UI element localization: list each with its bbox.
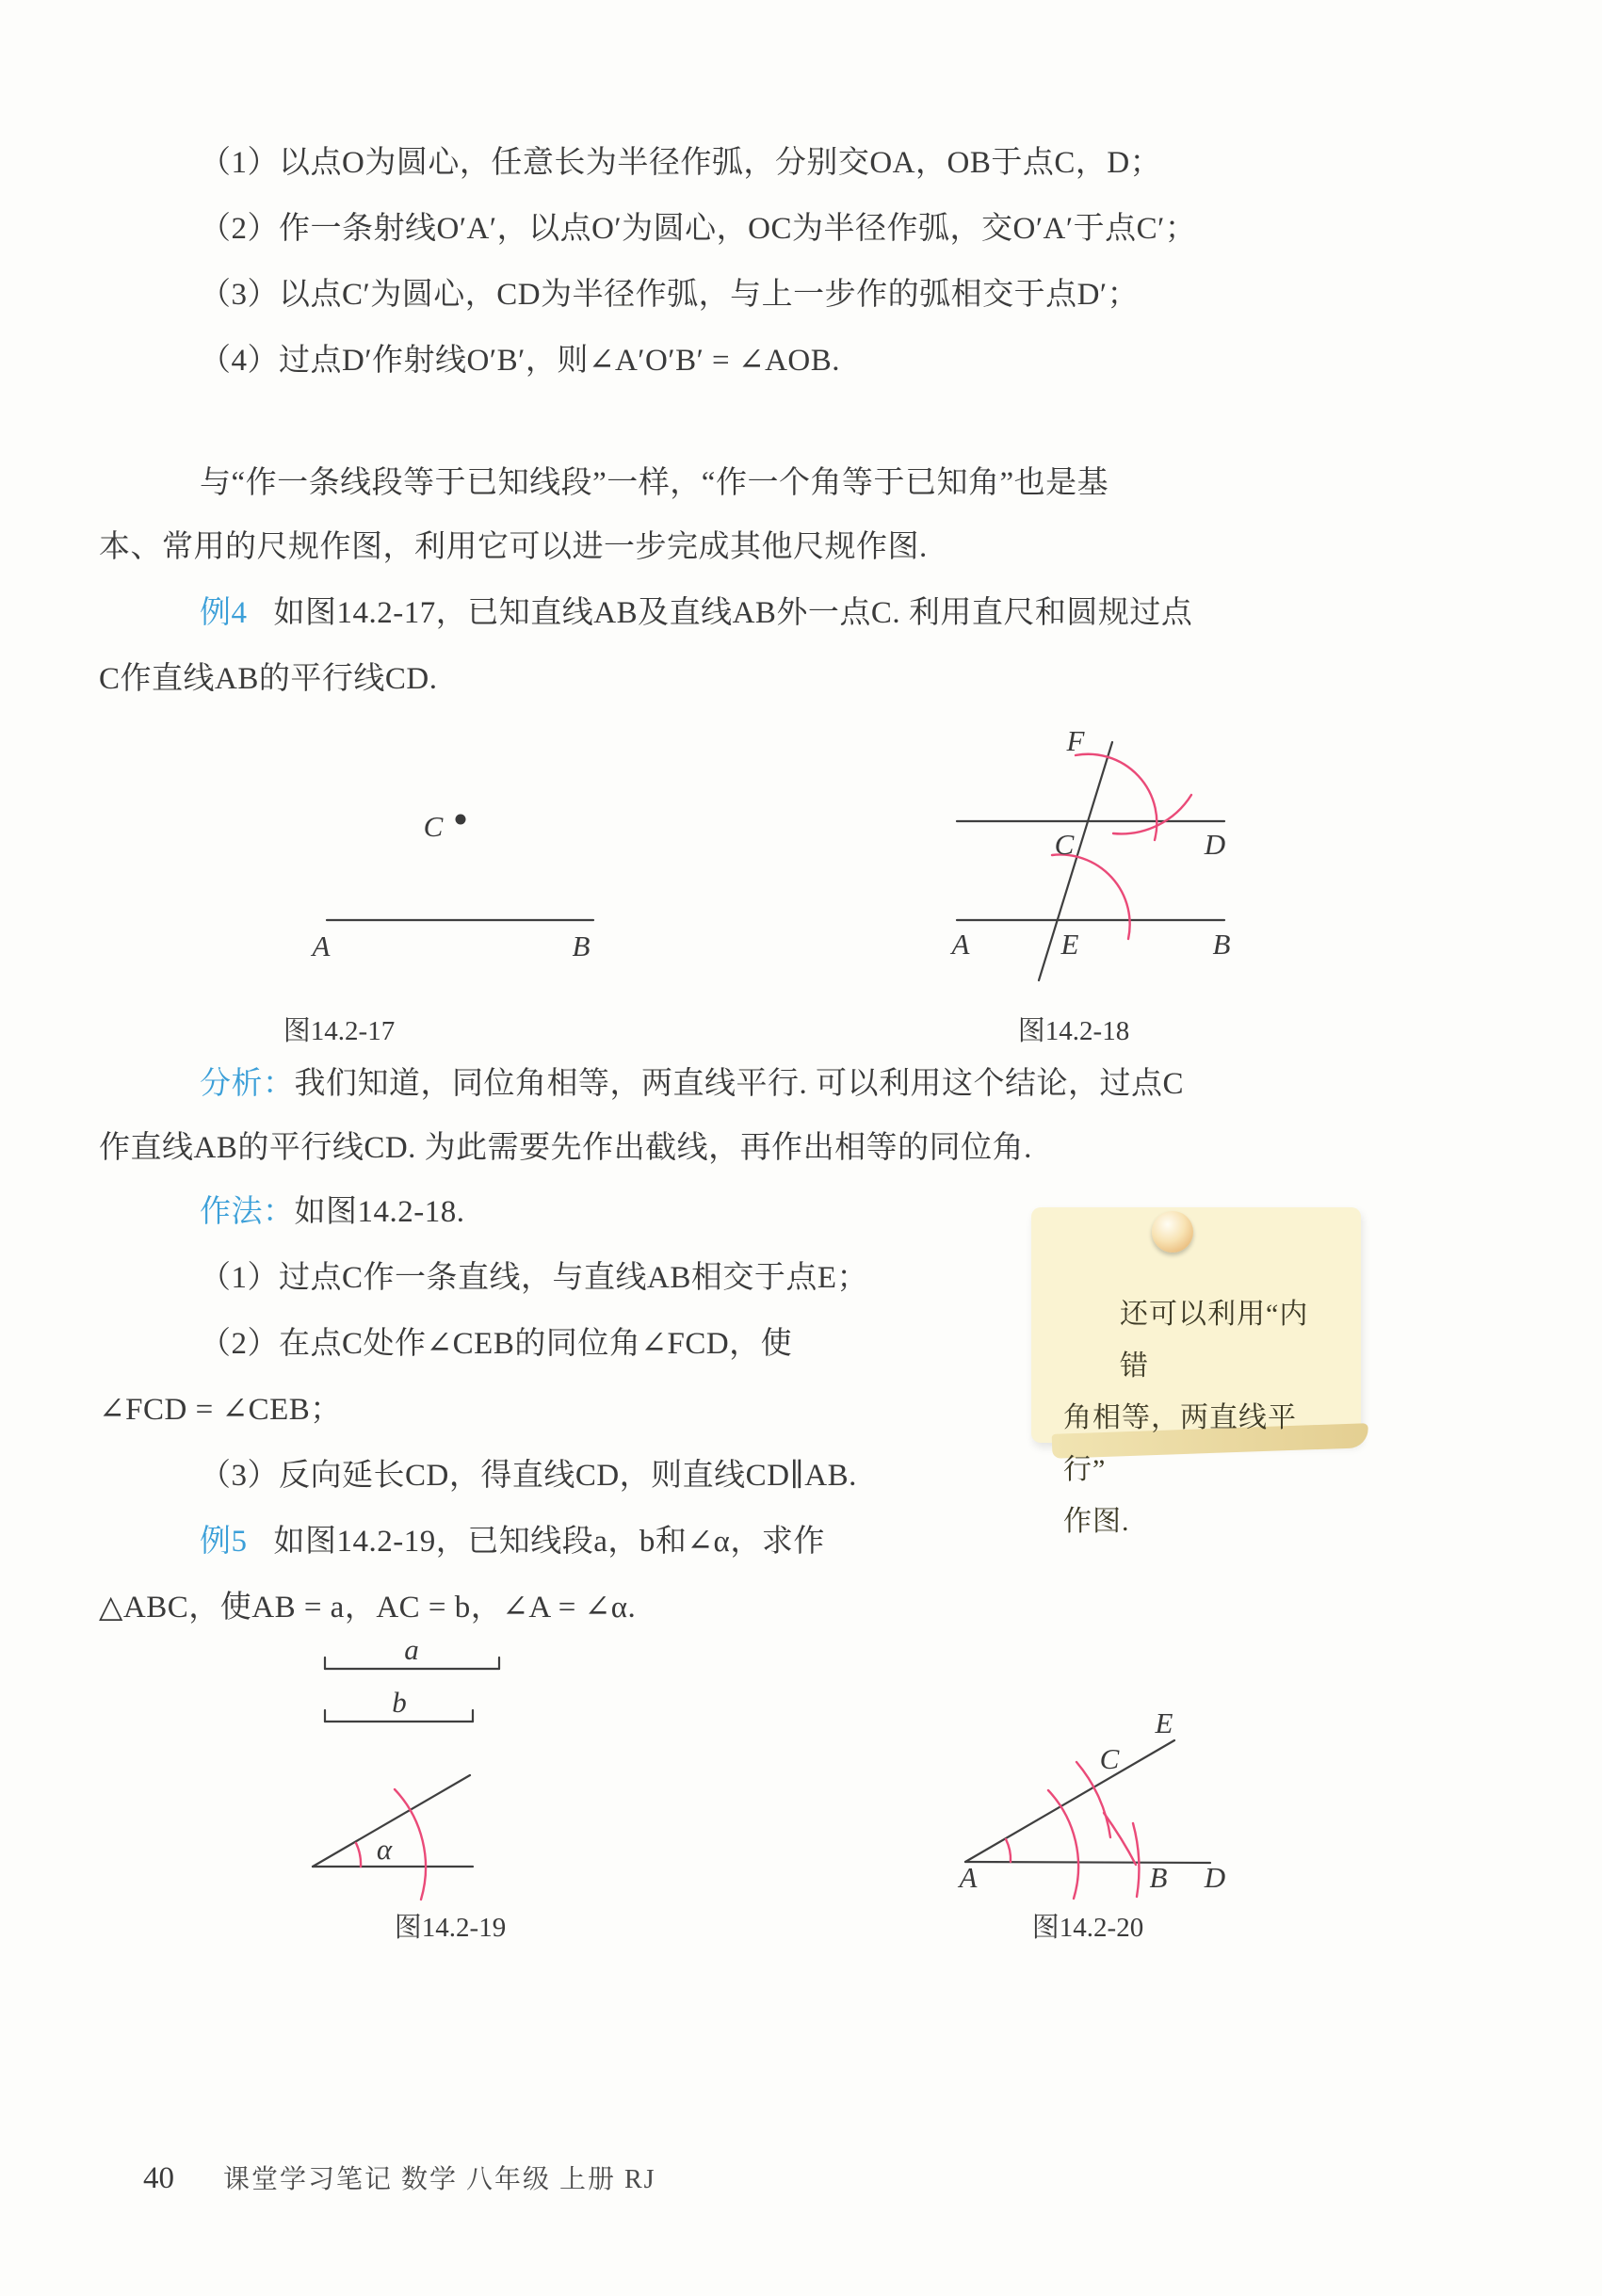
- fig20-arc-at-B-cross: [1104, 1813, 1136, 1865]
- sticky-note: [1031, 1207, 1361, 1537]
- fig19-label-a: a: [404, 1633, 419, 1666]
- fig20-label-A: A: [959, 1861, 978, 1894]
- figure-17-caption: 图14.2-17: [283, 1016, 396, 1046]
- fig18-label-A: A: [951, 928, 970, 961]
- intro-paragraph-line-2: 本、常用的尺规作图，利用它可以进一步完成其他尺规作图.: [99, 530, 928, 564]
- figure-18-caption: 图14.2-18: [1017, 1016, 1130, 1046]
- page-number: 40: [143, 2161, 174, 2195]
- footer-text: 课堂学习笔记 数学 八年级 上册 RJ: [223, 2165, 656, 2194]
- example4-line-2: C作直线AB的平行线CD.: [99, 662, 438, 696]
- method-intro-line: [200, 1190, 465, 1234]
- example4-label: 例4: [200, 596, 248, 630]
- fig18-label-E: E: [1060, 928, 1079, 961]
- sticky-note-line-3: 作图.: [1063, 1506, 1130, 1537]
- method-intro-text: 如图14.2-18.: [294, 1195, 465, 1229]
- analysis-label: 分析：: [200, 1067, 295, 1101]
- analysis-text-1: 我们知道，同位角相等，两直线平行. 可以利用这个结论，过点C: [294, 1067, 1185, 1101]
- step-line-1: （1）以点O为圆心，任意长为半径作弧，分别交OA，OB于点C，D；: [200, 146, 1162, 180]
- example4-text-1: 如图14.2-17，已知直线AB及直线AB外一点C. 利用直尺和圆规过点: [273, 596, 1193, 630]
- analysis-line-1: [200, 1062, 1184, 1106]
- fig19-label-b: b: [392, 1686, 407, 1719]
- method-step-2: （2）在点C处作∠CEB的同位角∠FCD，使: [200, 1327, 793, 1361]
- fig17-point-C-dot: [456, 815, 466, 825]
- sticky-note-line-2: 角相等，两直线平行”: [1063, 1402, 1297, 1485]
- fig20-angle-arc: [1006, 1839, 1011, 1862]
- method-step-1: （1）过点C作一条直线，与直线AB相交于点E；: [200, 1261, 869, 1295]
- fig18-label-C: C: [1054, 828, 1075, 861]
- fig17-label-B: B: [572, 930, 591, 962]
- fig19-large-arc: [395, 1789, 426, 1900]
- fig17-label-C: C: [423, 810, 444, 843]
- example5-line-1: [200, 1520, 825, 1563]
- fig20-arc-middle: [1048, 1790, 1078, 1899]
- sticky-note-line-1: 还可以利用“内错: [1120, 1299, 1309, 1382]
- step-line-4: （4）过点D′作射线O′B′，则∠A′O′B′ = ∠AOB.: [200, 344, 840, 378]
- example4-line-1: [200, 591, 1192, 635]
- fig19-label-alpha: α: [376, 1833, 393, 1866]
- fig18-label-B: B: [1212, 928, 1231, 961]
- fig20-label-C: C: [1099, 1742, 1120, 1775]
- fig19-small-arc: [356, 1843, 361, 1867]
- example5-line-2: △ABC，使AB = a，AC = b，∠A = ∠α.: [99, 1591, 637, 1625]
- fig17-label-A: A: [312, 930, 331, 962]
- method-label: 作法：: [200, 1195, 295, 1229]
- fig18-label-F: F: [1066, 724, 1085, 757]
- fig20-label-E: E: [1155, 1706, 1173, 1739]
- pushpin-icon: [1152, 1211, 1193, 1253]
- figure-19-drawing: [264, 1633, 574, 1921]
- fig18-label-D: D: [1204, 828, 1226, 861]
- fig20-ray-AE: [965, 1740, 1174, 1862]
- step-line-2: （2）作一条射线O′A′，以点O′为圆心，OC为半径作弧，交O′A′于点C′；: [200, 212, 1197, 246]
- page-footer: [143, 2159, 656, 2196]
- figure-19-caption: 图14.2-19: [394, 1913, 507, 1943]
- fig20-ray-AD: [965, 1862, 1210, 1863]
- example5-label: 例5: [200, 1525, 248, 1559]
- figure-20-caption: 图14.2-20: [1031, 1913, 1144, 1943]
- step-line-3: （3）以点C′为圆心，CD为半径作弧，与上一步作的弧相交于点D′；: [200, 278, 1140, 312]
- figure-18-drawing: [932, 702, 1253, 1003]
- fig18-arc-upper: [1076, 754, 1157, 840]
- figure-20-drawing: [942, 1686, 1262, 1921]
- analysis-line-2: 作直线AB的平行线CD. 为此需要先作出截线，再作出相等的同位角.: [99, 1131, 1032, 1165]
- intro-paragraph-line-1: 与“作一条线段等于已知线段”一样，“作一个角等于已知角”也是基: [200, 466, 1109, 500]
- example5-text-1: 如图14.2-19，已知线段a，b和∠α，求作: [273, 1525, 825, 1559]
- fig20-label-B: B: [1149, 1861, 1168, 1894]
- method-step-3: （3）反向延长CD，得直线CD，则直线CD∥AB.: [200, 1459, 857, 1493]
- method-step-2-cont: ∠FCD = ∠CEB；: [99, 1393, 342, 1427]
- fig20-label-D: D: [1204, 1861, 1226, 1894]
- figure-17-drawing: [278, 725, 617, 970]
- sticky-note-text: [1063, 1288, 1336, 1547]
